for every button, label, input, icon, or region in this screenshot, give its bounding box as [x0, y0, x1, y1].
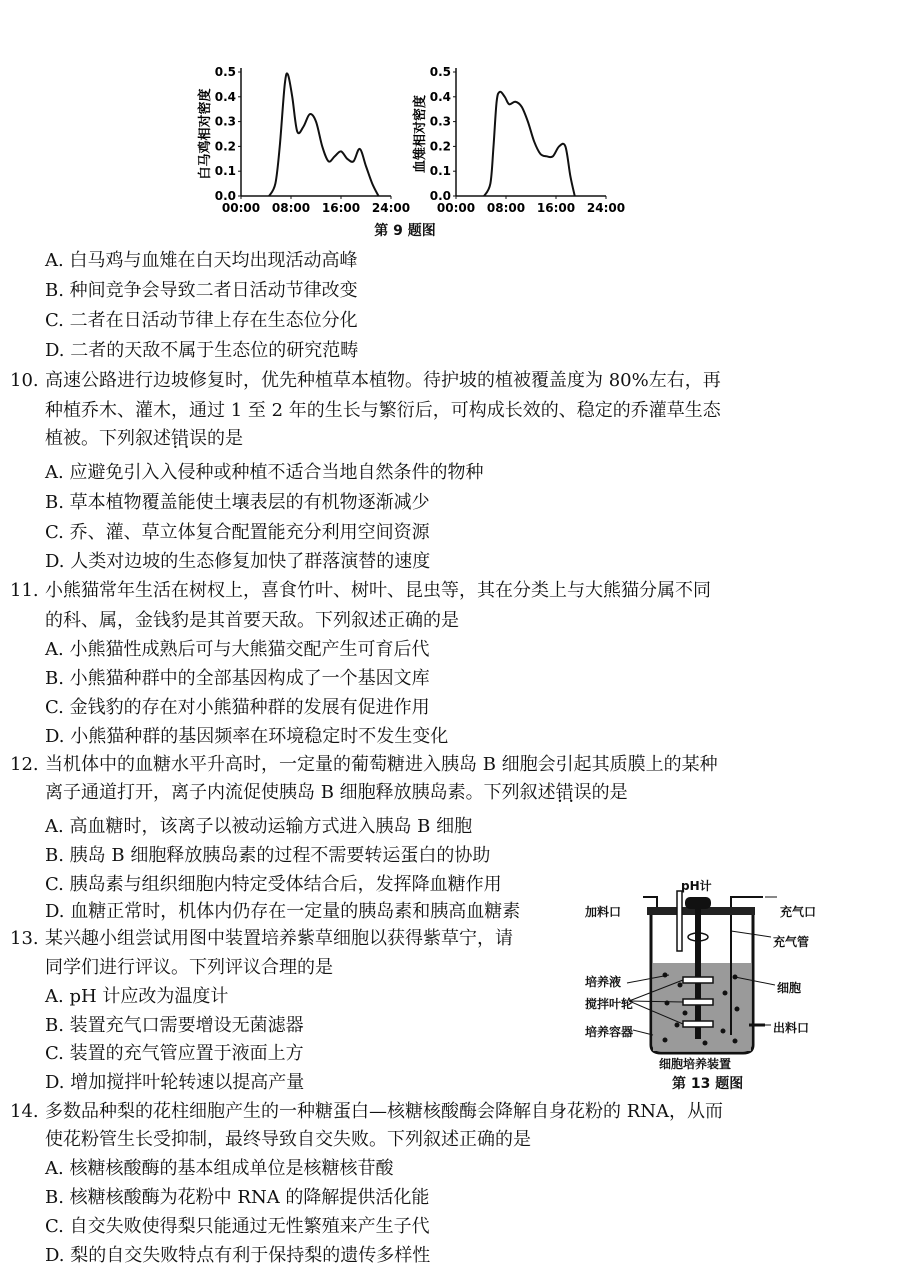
q10-stem-1: 高速公路进行边坡修复时，优先种植草本植物。待护坡的植被覆盖度为 80%左右，再 [45, 370, 721, 391]
q14-stem-line-1 [10, 1099, 805, 1125]
q11-option-b: B. 小熊猫种群中的全部基因构成了一个基因文库 [45, 668, 430, 689]
q13-stem-1: 某兴趣小组尝试用图中装置培养紫草细胞以获得紫草宁，请 [45, 928, 513, 949]
label-cell: 细胞 [777, 981, 802, 995]
q10-option-c: C. 乔、灌、草立体复合配置能充分利用空间资源 [45, 522, 430, 543]
q12-emphasis: 错误 • • [556, 782, 592, 803]
left-y-tick-label: 0.4 [214, 89, 236, 104]
q11-option-a: A. 小熊猫性成熟后可与大熊猫交配产生可育后代 [45, 639, 430, 660]
q10-option-b: B. 草本植物覆盖能使土壤表层的有机物逐渐减少 [45, 492, 430, 513]
label-culture-vessel: 培养容器 [585, 1025, 634, 1039]
q9-option-b: B. 种间竞争会导致二者日活动节律改变 [45, 280, 358, 301]
q11-option-c: C. 金钱豹的存在对小熊猫种群的发展有促进作用 [45, 697, 430, 718]
left-y-tick-label: 0.2 [214, 139, 236, 154]
figure-9-caption: 第 9 题图 [374, 223, 436, 239]
right-x-tick-label: 08:00 [486, 201, 526, 215]
q10-stem-2: 种植乔木、灌木，通过 1 至 2 年的生长与繁衍后，可构成长效的、稳定的乔灌草生态 [45, 400, 721, 421]
left-y-tick-label: 0.5 [214, 65, 236, 79]
q12-number: 12. [10, 754, 39, 775]
right-y-tick-label: 0.5 [429, 65, 451, 79]
q12-option-d: D. 血糖正常时，机体内仍存在一定量的胰岛素和胰高血糖素 [45, 901, 521, 922]
chart-left-svg [195, 60, 411, 220]
right-y-tick-label: 0.4 [429, 89, 451, 104]
q10-option-d: D. 人类对边坡的生态修复加快了群落演替的速度 [45, 551, 431, 572]
right-y-tick-label: 0.2 [429, 139, 451, 154]
q12-option-c: C. 胰岛素与组织细胞内特定受体结合后，发挥降血糖作用 [45, 874, 502, 895]
label-impeller: 搅拌叶轮 [585, 997, 634, 1011]
right-x-tick-label: 16:00 [536, 201, 576, 215]
q11-option-d: D. 小熊猫种群的基因频率在环境稳定时不发生变化 [45, 726, 449, 747]
q12-stem-1: 当机体中的血糖水平升高时，一定量的葡萄糖进入胰岛 B 细胞会引起其质膜上的某种 [45, 754, 718, 775]
left-y-tick-label: 0.0 [214, 189, 236, 203]
q13-option-a: A. pH 计应改为温度计 [45, 986, 229, 1007]
right-y-tick-label: 0.1 [429, 164, 451, 179]
q10-stem-3a: 植被。下列叙述 [45, 428, 171, 449]
q12-option-b: B. 胰岛 B 细胞释放胰岛素的过程不需要转运蛋白的协助 [45, 845, 491, 866]
label-apparatus-title: 细胞培养装置 [659, 1057, 732, 1071]
q12-stem-2a: 离子通道打开，离子内流促使胰岛 B 细胞释放胰岛素。下列叙述 [45, 782, 556, 803]
cell-culture-apparatus [585, 879, 845, 1095]
chart-xue-zhi [410, 60, 626, 225]
q10-stem-line-1 [10, 368, 805, 394]
q12-option-a: A. 高血糖时，该离子以被动运输方式进入胰岛 B 细胞 [45, 816, 473, 837]
q11-number: 11. [10, 580, 39, 601]
stirrer-motor [685, 897, 711, 909]
air-inlet-pipe [731, 897, 763, 907]
q14-option-d: D. 梨的自交失败特点有利于保持梨的遗传多样性 [45, 1245, 431, 1266]
q9-option-d: D. 二者的天敌不属于生态位的研究范畴 [45, 340, 359, 361]
q10-option-a: A. 应避免引入入侵种或种植不适合当地自然条件的物种 [45, 462, 484, 483]
right-y-tick-label: 0.3 [429, 114, 451, 129]
label-culture-medium: 培养液 [585, 975, 622, 989]
figure-9 [195, 60, 626, 250]
left-y-axis-label: 白马鸡相对密度 [198, 88, 213, 180]
left-density-line [269, 73, 378, 196]
q9-option-c: C. 二者在日活动节律上存在生态位分化 [45, 310, 358, 331]
q14-option-c: C. 自交失败使得梨只能通过无性繁殖来产生子代 [45, 1216, 430, 1237]
right-x-tick-label: 24:00 [586, 201, 626, 215]
q13-option-c: C. 装置的充气管应置于液面上方 [45, 1043, 304, 1064]
q10-stem-3c: 的是 [207, 428, 243, 449]
q10-stem-line-3 [45, 426, 243, 452]
q10-emphasis: 错误 • • [171, 428, 207, 449]
q14-stem-2: 使花粉管生长受抑制，最终导致自交失败。下列叙述正确的是 [45, 1129, 531, 1150]
q12-stem-line-1 [10, 752, 805, 778]
left-x-tick-label: 24:00 [371, 201, 411, 215]
label-air-inlet: 充气口 [780, 905, 817, 919]
right-y-axis-label: 血雉相对密度 [413, 94, 428, 174]
q13-option-b: B. 装置充气口需要增设无菌滤器 [45, 1015, 304, 1036]
label-air-tube: 充气管 [773, 935, 810, 949]
left-x-tick-label: 08:00 [271, 201, 311, 215]
chart-bai-ma-ji [195, 60, 411, 225]
q13-option-d: D. 增加搅拌叶轮转速以提高产量 [45, 1072, 305, 1093]
q14-option-a: A. 核糖核酸酶的基本组成单位是核糖核苷酸 [45, 1158, 394, 1179]
feed-port [643, 897, 657, 907]
q13-number: 13. [10, 928, 39, 949]
chart-right-svg [410, 60, 626, 220]
q11-stem-2: 的科、属，金钱豹是其首要天敌。下列叙述正确的是 [45, 610, 459, 631]
label-feed-port: 加料口 [585, 905, 622, 919]
right-y-tick-label: 0.0 [429, 189, 451, 203]
label-outlet: 出料口 [773, 1021, 810, 1035]
right-x-tick-label: 00:00 [436, 201, 476, 215]
left-y-tick-label: 0.1 [214, 164, 236, 179]
figure-13-caption: 第 13 题图 [672, 1076, 744, 1092]
right-density-line [484, 92, 575, 196]
q10-number: 10. [10, 370, 39, 391]
q12-stem-line-2 [45, 780, 628, 806]
q14-stem-1: 多数品种梨的花柱细胞产生的一种糖蛋白—核糖核酸酶会降解自身花粉的 RNA，从而 [45, 1101, 724, 1122]
q14-number: 14. [10, 1101, 39, 1122]
q11-stem-1: 小熊猫常年生活在树杈上，喜食竹叶、树叶、昆虫等，其在分类上与大熊猫分属不同 [45, 580, 711, 601]
left-x-tick-label: 00:00 [221, 201, 261, 215]
ph-probe [677, 891, 682, 951]
q11-stem-line-1 [10, 578, 805, 604]
impeller-1 [683, 977, 713, 983]
left-y-tick-label: 0.3 [214, 114, 236, 129]
q14-option-b: B. 核糖核酸酶为花粉中 RNA 的降解提供活化能 [45, 1187, 430, 1208]
left-x-tick-label: 16:00 [321, 201, 361, 215]
q9-option-a: A. 白马鸡与血雉在白天均出现活动高峰 [45, 250, 358, 271]
impeller-2 [683, 999, 713, 1005]
impeller-3 [683, 1021, 713, 1027]
q12-stem-2c: 的是 [591, 782, 628, 803]
q13-stem-2: 同学们进行评议。下列评议合理的是 [45, 957, 333, 978]
label-ph-meter: pH计 [681, 879, 712, 893]
stirrer-shaft [695, 909, 701, 1039]
